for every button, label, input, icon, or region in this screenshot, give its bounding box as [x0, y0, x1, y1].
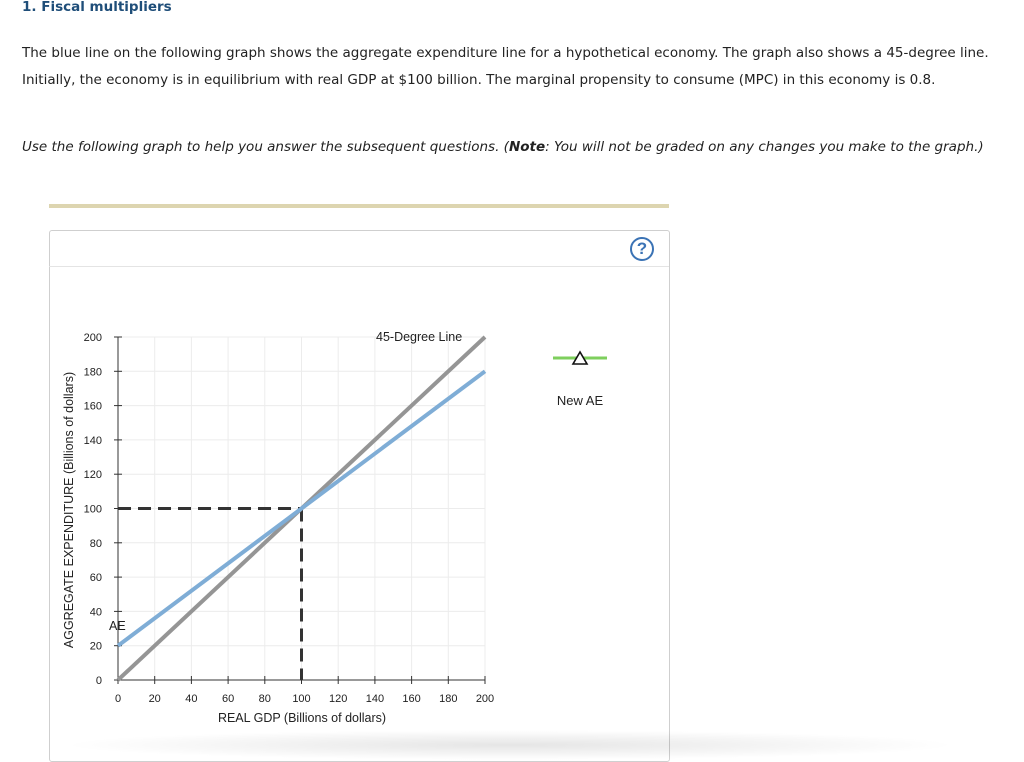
y-tick-label: 40 — [89, 606, 102, 619]
forty-five-degree-line-label: 45-Degree Line — [376, 330, 463, 344]
bottom-shadow — [60, 730, 960, 760]
y-tick-label: 60 — [89, 572, 102, 585]
y-tick-label: 120 — [83, 469, 102, 482]
y-tick-label: 100 — [83, 503, 102, 516]
paragraph-line-2: Initially, the economy is in equilibrium with real GDP at $100 billion. The marginal propensity to consume (MPC) in this economy is 0.8. — [22, 72, 936, 88]
y-tick-label: 140 — [83, 434, 102, 447]
question-mark-icon[interactable]: ? — [630, 237, 654, 261]
legend-new-ae[interactable] — [553, 352, 607, 408]
instruction-note: Note — [508, 139, 546, 155]
ae-line-label: AE — [109, 619, 126, 633]
x-axis-label: REAL GDP (Billions of dollars) — [217, 711, 387, 725]
y-axis-label: AGGREGATE EXPENDITURE (Billions of dollars) — [62, 371, 76, 649]
legend-new-ae-label: New AE — [556, 393, 604, 408]
x-tick-label: 120 — [329, 693, 348, 705]
y-tick-label: 0 — [95, 675, 102, 687]
x-tick-label: 80 — [258, 693, 271, 705]
instruction-text-post: : You will not be graded on any changes you make to the graph.) — [545, 139, 984, 155]
x-tick-label: 0 — [114, 693, 122, 705]
x-tick-label: 200 — [475, 693, 495, 705]
x-tick-label: 100 — [292, 693, 311, 705]
y-tick-label: 80 — [89, 537, 102, 550]
x-tick-label: 160 — [402, 693, 421, 705]
y-tick-label: 20 — [89, 640, 102, 653]
paragraph-line-1: The blue line on the following graph shows the aggregate expenditure line for a hypothetical economy. The graph also shows a 45-degree line. — [22, 45, 989, 61]
x-tick-label: 140 — [365, 693, 385, 705]
x-tick-label: 180 — [439, 693, 458, 705]
y-tick-label: 160 — [83, 400, 102, 413]
x-tick-label: 60 — [221, 693, 235, 705]
x-tick-label: 20 — [148, 693, 161, 705]
y-tick-label: 180 — [83, 366, 102, 379]
x-tick-label: 40 — [185, 693, 198, 705]
y-tick-label: 200 — [83, 332, 102, 344]
question-heading: 1. Fiscal multipliers — [22, 0, 172, 15]
instruction-text-pre: Use the following graph to help you answer the subsequent questions. ( — [22, 139, 509, 155]
